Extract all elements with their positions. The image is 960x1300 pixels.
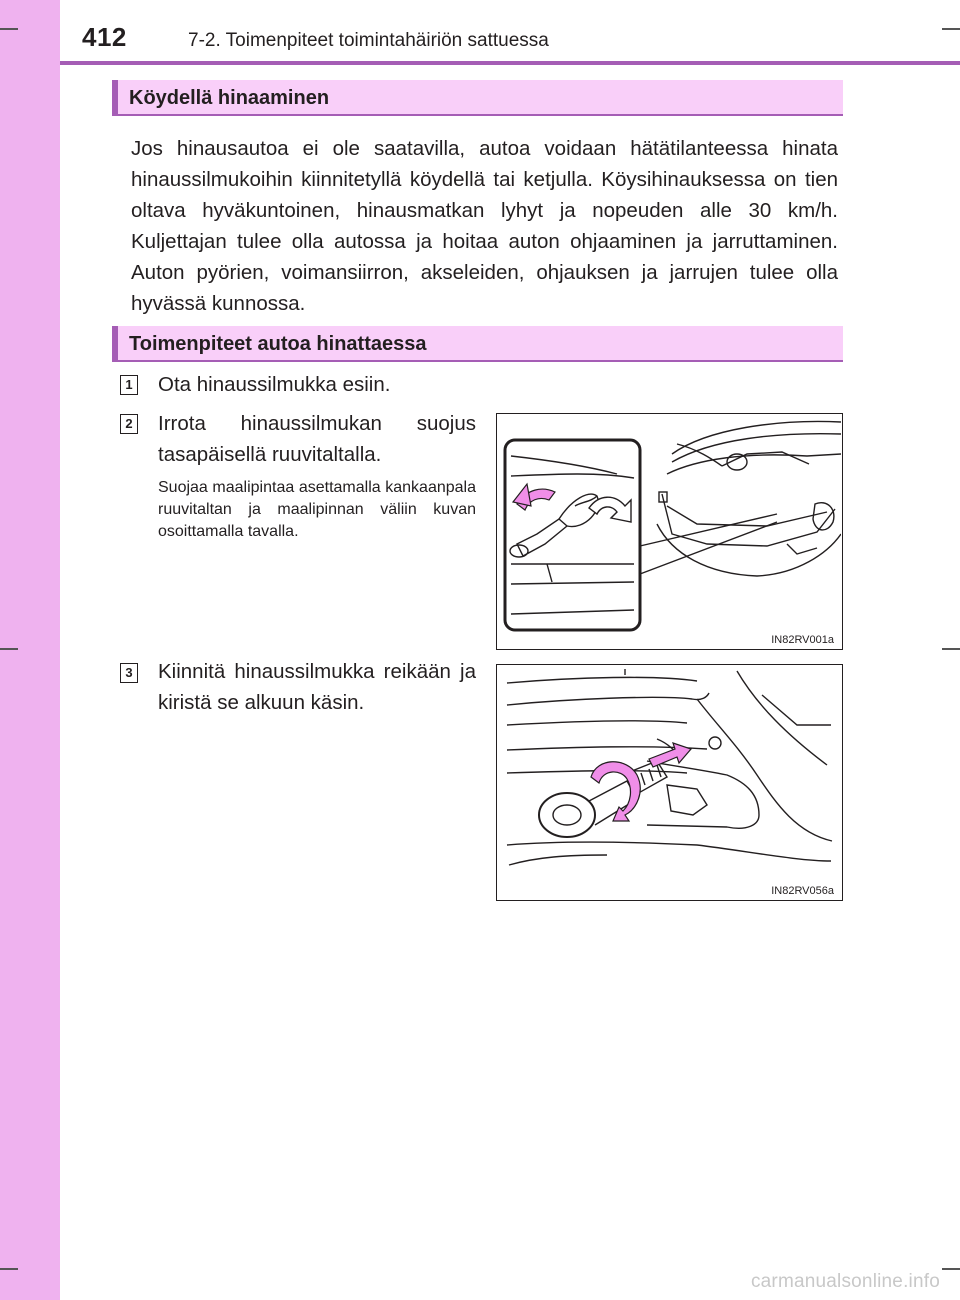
step-2-text: Irrota hinaussilmukan suojus tasapäisellä ruuvitaltalla.	[158, 412, 476, 466]
step-1-text: Ota hinaussilmukka esiin.	[158, 373, 391, 396]
rope-towing-paragraph: Jos hinausautoa ei ole saatavilla, autoa voidaan hätätilanteessa hinata hinaussilmukoihin kiinnitetyllä köydellä tai ketjulla. Köysihinauksessa on tien oltava hyväkuntoinen, hinausmatkan lyhyt ja nopeuden alle 30 km/h. Kuljettajan tulee olla autossa ja hoitaa auton ohjaaminen ja jarruttaminen. Auton pyörien, voimansiirron, akseleiden, ohjauksen ja jarrujen tulee olla hyvässä kunnossa.	[131, 137, 838, 315]
step-number-badge: 1	[120, 375, 138, 395]
crop-mark	[0, 1268, 18, 1270]
crop-mark	[942, 28, 960, 30]
step-2-note: Suojaa maalipintaa asettamalla kankaanpala ruuvitaltan ja maalipinnan väliin kuvan osoittamalla tavalla.	[158, 479, 476, 540]
section-heading-text: Toimenpiteet autoa hinattaessa	[129, 333, 427, 355]
step-number-badge: 3	[120, 663, 138, 683]
step-number-badge: 2	[120, 414, 138, 434]
sidebar-tab	[0, 0, 60, 1300]
figure-remove-cover	[496, 413, 843, 650]
chapter-title: 7-2. Toimenpiteet toimintahäiriön sattuessa	[188, 30, 549, 51]
car-front-illustration	[497, 414, 841, 648]
section-heading-text: Köydellä hinaaminen	[129, 87, 330, 109]
crop-mark	[942, 648, 960, 650]
crop-mark	[942, 1268, 960, 1270]
crop-mark	[0, 648, 18, 650]
figure-attach-towing-eyelet	[496, 664, 843, 901]
crop-mark	[0, 28, 18, 30]
step-3-text: Kiinnitä hinaussilmukka reikään ja kiristä se alkuun käsin.	[158, 660, 476, 714]
page-number: 412	[82, 22, 127, 52]
figure-code: IN82RV001a	[771, 634, 834, 646]
watermark: carmanualsonline.info	[750, 1271, 940, 1292]
towing-eyelet-illustration	[497, 665, 841, 899]
header-rule	[60, 61, 960, 65]
section-heading-rope-towing	[112, 80, 843, 116]
figure-code: IN82RV056a	[771, 885, 834, 897]
section-heading-towing-procedure	[112, 326, 843, 362]
